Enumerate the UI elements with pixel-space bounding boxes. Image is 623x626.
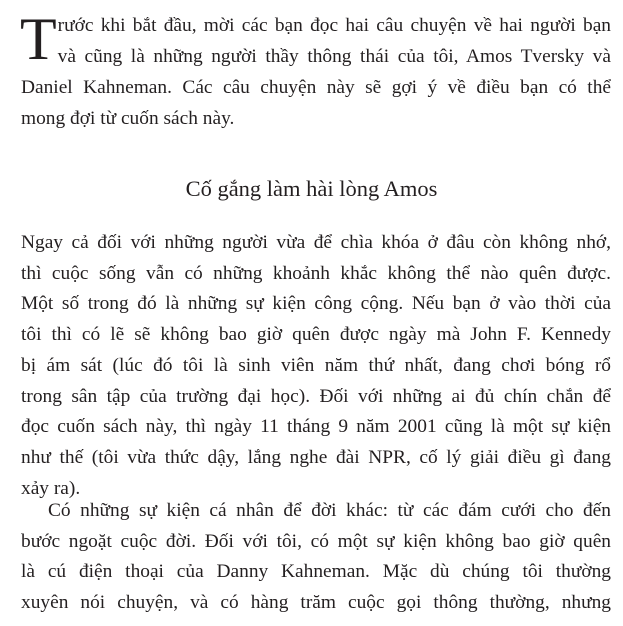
section-heading: Cố gắng làm hài lòng Amos (185, 176, 438, 201)
body-paragraph-2 (21, 496, 611, 619)
paragraph-line: là cú điện thoại của Danny Kahneman. Mặc dù chúng tôi thường (21, 561, 611, 583)
paragraph-line: tôi thì có lẽ sẽ không bao giờ quên được ngày mà John F. Kennedy (21, 324, 611, 346)
paragraph-line: xuyên nói chuyện, và có hàng trăm cuộc gọi thông thường, nhưng (21, 592, 611, 614)
intro-line: và cũng là những người thầy thông thái của tôi, Amos Tversky và (57, 46, 611, 67)
intro-line: mong đợi từ cuốn sách này. (21, 108, 235, 129)
intro-line: Daniel Kahneman. Các câu chuyện này sẽ gợi ý về điều bạn có thể (21, 77, 611, 98)
paragraph-line: bị ám sát (lúc đó tôi là sinh viên năm thứ nhất, đang chơi bóng rổ (21, 354, 611, 376)
paragraph-line: trong sân tập của trường đại học). Đối với những ai đủ chín chắn để (21, 385, 611, 407)
intro-line: rước khi bắt đầu, mời các bạn đọc hai câu chuyện về hai người bạn (57, 15, 611, 36)
paragraph-line: bước ngoặt cuộc đời. Đối với tôi, có một sự kiện không bao giờ quên (21, 530, 611, 552)
intro-paragraph (20, 6, 611, 134)
paragraph-line: như thế (tôi vừa thức dậy, lắng nghe đài NPR, cố lý giải điều gì đang (21, 446, 611, 468)
drop-cap: T (20, 6, 57, 72)
paragraph-line: đọc cuốn sách này, thì ngày 11 tháng 9 năm 2001 cũng là một sự kiện (21, 416, 611, 438)
paragraph-line: Ngay cả đối với những người vừa để chìa khóa ở đâu còn không nhớ, (21, 232, 611, 253)
body-paragraph-1 (21, 228, 611, 504)
paragraph-line: xảy ra). (21, 477, 81, 499)
paragraph-line: Có những sự kiện cá nhân để đời khác: từ các đám cưới cho đến (48, 500, 611, 521)
paragraph-line: Một số trong đó là những sự kiện công cộng. Nếu bạn ở vào thời của (21, 293, 611, 315)
paragraph-line: thì cuộc sống vẫn có những khoảnh khắc không thể nào quên được. (21, 262, 611, 284)
